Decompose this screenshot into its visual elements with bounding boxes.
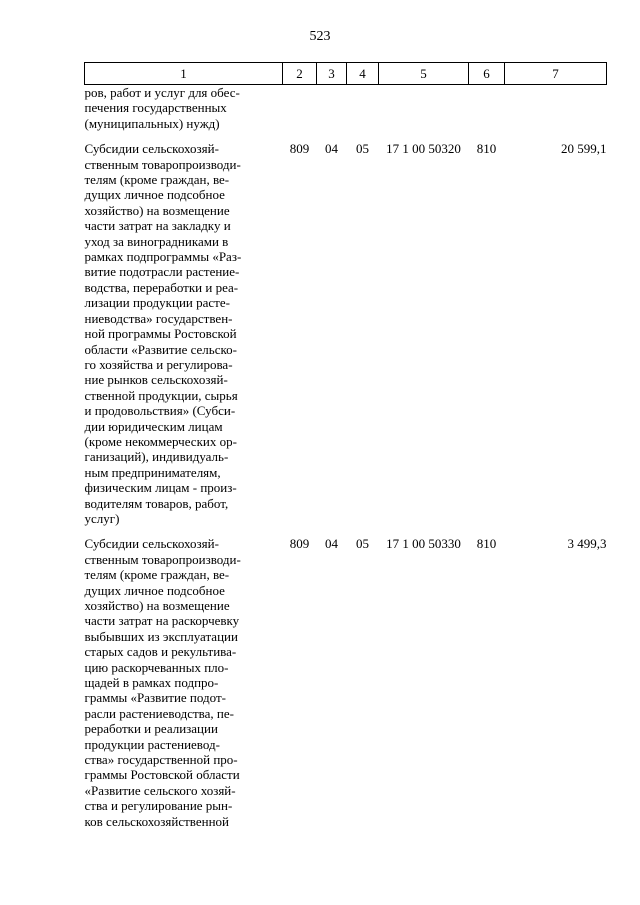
row-ministry-code: 809	[289, 536, 310, 552]
header-row	[85, 63, 607, 85]
page-number: 523	[309, 29, 331, 44]
row-target-code: 17 1 00 50320	[386, 141, 461, 157]
column-header-2: 2	[283, 63, 317, 85]
table-row	[85, 536, 607, 839]
row-description: ров, работ и услуг для обес- печения государственных (муниципальных) нужд)	[84, 85, 240, 131]
row-amount	[505, 85, 607, 142]
row-subsection-code: 05	[356, 141, 369, 157]
row-expense-type	[469, 85, 505, 142]
row-section-code: 04	[325, 141, 338, 157]
row-subsection-code: 05	[356, 536, 369, 552]
row-subsection-code	[347, 85, 379, 142]
row-target-code	[379, 85, 469, 142]
row-description: Субсидии сельскохозяй- ственным товаропроизводи- телям (кроме граждан, ве- дущих личное подсобное хозяйство) на возмещение части затрат на закладку и уход за виноградниками в рамках подпрограммы «Раз- витие подотрасли растение- водства, переработки и реа- лизации продукции расте- ниеводства» государствен- ной программы Ростовской области «Развитие сельско- го хозяйства и регулирова- ние рынков сельскохозяй- ственной продукции, сырья и продовольствия» (Субси- дии юридическим лицам (кроме некоммерческих ор- ганизаций), индивидуаль- ным предпринимателям, физическим лицам - произ- водителям товаров, работ, услуг)	[84, 141, 242, 526]
budget-table	[84, 62, 607, 839]
row-ministry-code	[283, 85, 317, 142]
column-header-5: 5	[379, 63, 469, 85]
row-expense-type: 810	[476, 536, 497, 552]
row-ministry-code: 809	[289, 141, 310, 157]
column-header-1: 1	[85, 63, 283, 85]
column-header-6: 6	[469, 63, 505, 85]
table-row	[85, 85, 607, 142]
row-amount: 3 499,3	[567, 536, 607, 552]
row-description: Субсидии сельскохозяй- ственным товаропроизводи- телям (кроме граждан, ве- дущих личное подсобное хозяйство) на возмещение части затрат на раскорчевку выбывших из эксплуатации старых садов и рекультива- цию раскорчеванных пло- щадей в рамках подпро- граммы «Развитие подот- расли растениеводства, пе- реработки и реализации продукции растениевод- ства» государственной про- граммы Ростовской области «Развитие сельского хозяй- ства и регулирование рын- ков сельскохозяйственной	[84, 536, 241, 829]
row-section-code: 04	[325, 536, 338, 552]
row-expense-type: 810	[476, 141, 497, 157]
row-target-code: 17 1 00 50330	[386, 536, 461, 552]
column-header-7: 7	[505, 63, 607, 85]
column-header-4: 4	[347, 63, 379, 85]
row-section-code	[317, 85, 347, 142]
table-row	[85, 141, 607, 536]
row-amount: 20 599,1	[561, 141, 607, 157]
column-header-3: 3	[317, 63, 347, 85]
